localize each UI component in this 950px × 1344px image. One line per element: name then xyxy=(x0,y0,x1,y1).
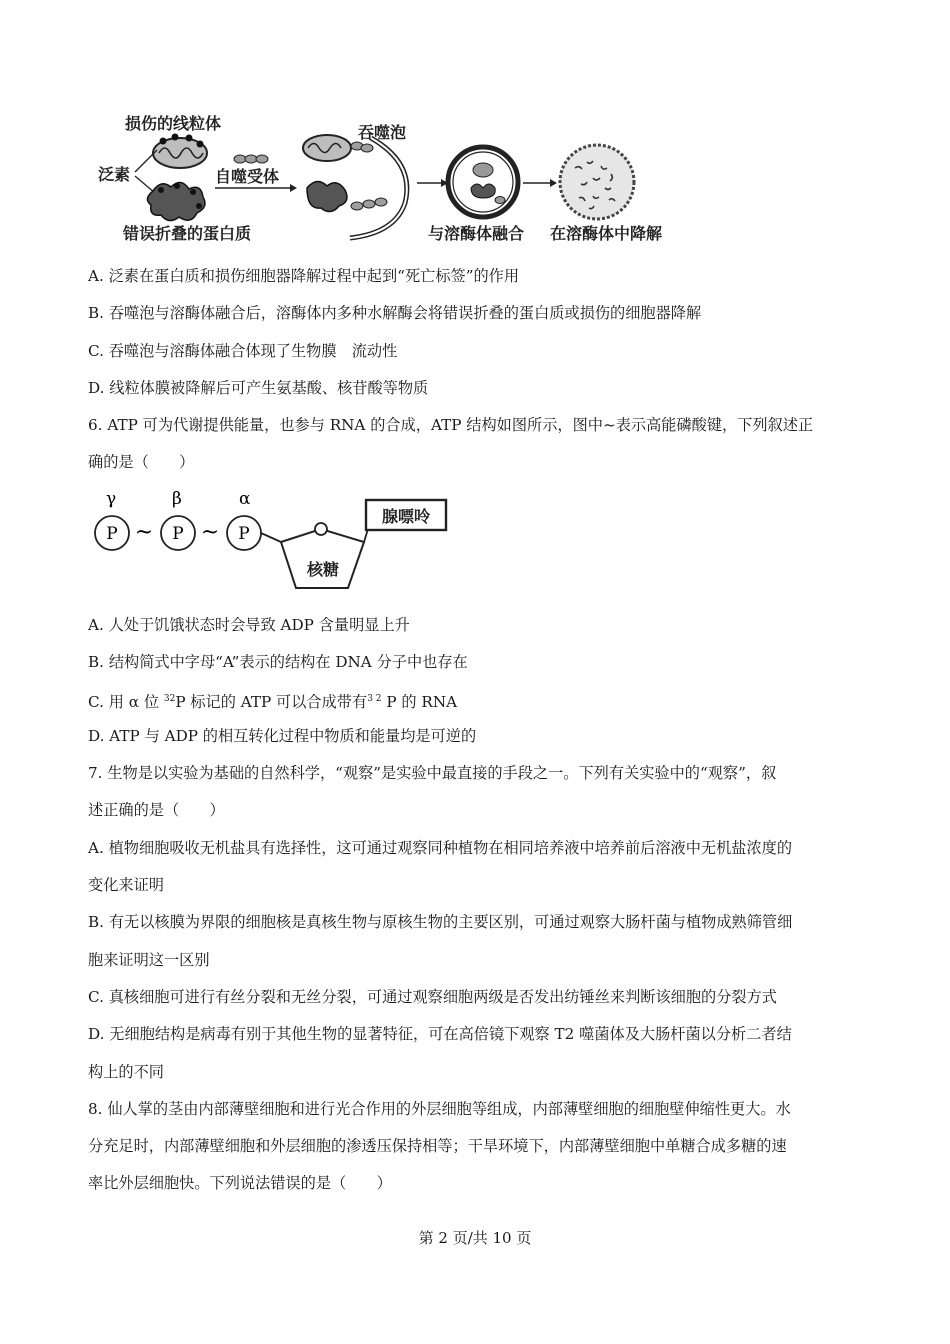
ubiquitin-label: 泛素 xyxy=(98,165,131,184)
degrading-lysosome xyxy=(560,145,634,219)
q5-option-d: D. 线粒体膜被降解后可产生氨基酸、核苷酸等物质 xyxy=(88,379,429,397)
damaged-mito-label: 损伤的线粒体 xyxy=(125,114,222,133)
q6-stem-line1: 6. ATP 可为代谢提供能量，也参与 RNA 的合成，ATP 结构如图所示，图中~表示高能磷酸键，下列叙述正 xyxy=(88,416,814,434)
svg-text:P: P xyxy=(172,524,184,544)
receptor-icon xyxy=(234,155,268,163)
q6-stem-line2: 确的是（ ） xyxy=(88,453,195,471)
q7-option-a-cont: 变化来证明 xyxy=(88,876,164,894)
gamma-label: γ xyxy=(106,489,117,509)
q8-stem-line1: 8. 仙人掌的茎由内部薄壁细胞和进行光合作用的外层细胞等组成，内部薄壁细胞的细胞壁伸缩性更大。水 xyxy=(88,1100,791,1118)
q7-option-a: A. 植物细胞吸收无机盐具有选择性，这可通过观察同种植物在相同培养液中培养前后溶液中无机盐浓度的 xyxy=(88,839,793,857)
q5-option-c: C. 吞噬泡与溶酶体融合体现了生物膜 流动性 xyxy=(88,342,398,360)
q7-option-c: C. 真核细胞可进行有丝分裂和无丝分裂，可通过观察细胞两级是否发出纺锤丝来判断该细胞的分裂方式 xyxy=(88,988,777,1006)
alpha-label: α xyxy=(239,489,251,509)
ribose-pentagon xyxy=(281,529,364,588)
svg-text:P: P xyxy=(238,524,250,544)
q6-option-d: D. ATP 与 ADP 的相互转化过程中物质和能量均是可逆的 xyxy=(88,727,477,745)
q7-stem-line1: 7. 生物是以实验为基础的自然科学，“观察”是实验中最直接的手段之一。下列有关实验中的“观察”，叙 xyxy=(88,764,777,782)
q7-stem-line2: 述正确的是（ ） xyxy=(88,801,225,819)
degrade-label: 在溶酶体中降解 xyxy=(550,224,663,243)
q7-option-d: D. 无细胞结构是病毒有别于其他生物的显著特征，可在高倍镜下观察 T2 噬菌体及大肠杆菌以分析二者结 xyxy=(88,1025,792,1043)
phagophore-stage xyxy=(303,135,407,238)
q7-option-b-cont: 胞来证明这一区别 xyxy=(88,951,210,969)
atp-structure-diagram xyxy=(88,486,458,594)
q8-stem-line3: 率比外层细胞快。下列说法错误的是（ ） xyxy=(88,1174,392,1192)
phagophore-label: 吞噬泡 xyxy=(358,123,407,142)
q7-option-b: B. 有无以核膜为界限的细胞核是真核生物与原核生物的主要区别，可通过观察大肠杆菌与植物成熟筛管细 xyxy=(88,913,793,931)
misfolded-protein-blob xyxy=(147,182,205,220)
q6-option-c: C. 用 α 位 $^{32}$P 标记的 ATP 可以合成带有$^{3 2}$ P 的 RNA xyxy=(88,693,458,711)
damaged-mitochondrion xyxy=(153,134,207,169)
high-energy-bond-2: ~ xyxy=(200,520,220,545)
q7-option-d-cont: 构上的不同 xyxy=(88,1063,164,1081)
q8-stem-line2: 分充足时，内部薄壁细胞和外层细胞的渗透压保持相等；干旱环境下，内部薄壁细胞中单糖合成多糖的速 xyxy=(88,1137,787,1155)
adenine-label: 腺嘌呤 xyxy=(381,507,431,526)
fuse-label: 与溶酶体融合 xyxy=(428,224,525,243)
q6-option-a: A. 人处于饥饿状态时会导致 ADP 含量明显上升 xyxy=(88,616,410,634)
high-energy-bond-1: ~ xyxy=(134,520,154,545)
page-footer: 第 2 页/共 10 页 xyxy=(418,1229,532,1247)
misfolded-protein-label: 错误折叠的蛋白质 xyxy=(123,224,252,243)
ring-oxygen xyxy=(315,523,327,535)
q5-option-b: B. 吞噬泡与溶酶体融合后，溶酶体内多种水解酶会将错误折叠的蛋白质或损伤的细胞器降解 xyxy=(88,304,702,322)
receptor-label: 自噬受体 xyxy=(215,167,280,186)
autophagy-diagram xyxy=(95,108,685,248)
ribose-label: 核糖 xyxy=(306,560,340,579)
svg-text:P: P xyxy=(106,524,118,544)
beta-label: β xyxy=(172,489,182,509)
q6-option-b: B. 结构简式中字母“A”表示的结构在 DNA 分子中也存在 xyxy=(88,653,468,671)
autolysosome xyxy=(448,147,518,217)
q5-option-a: A. 泛素在蛋白质和损伤细胞器降解过程中起到“死亡标签”的作用 xyxy=(88,267,520,285)
